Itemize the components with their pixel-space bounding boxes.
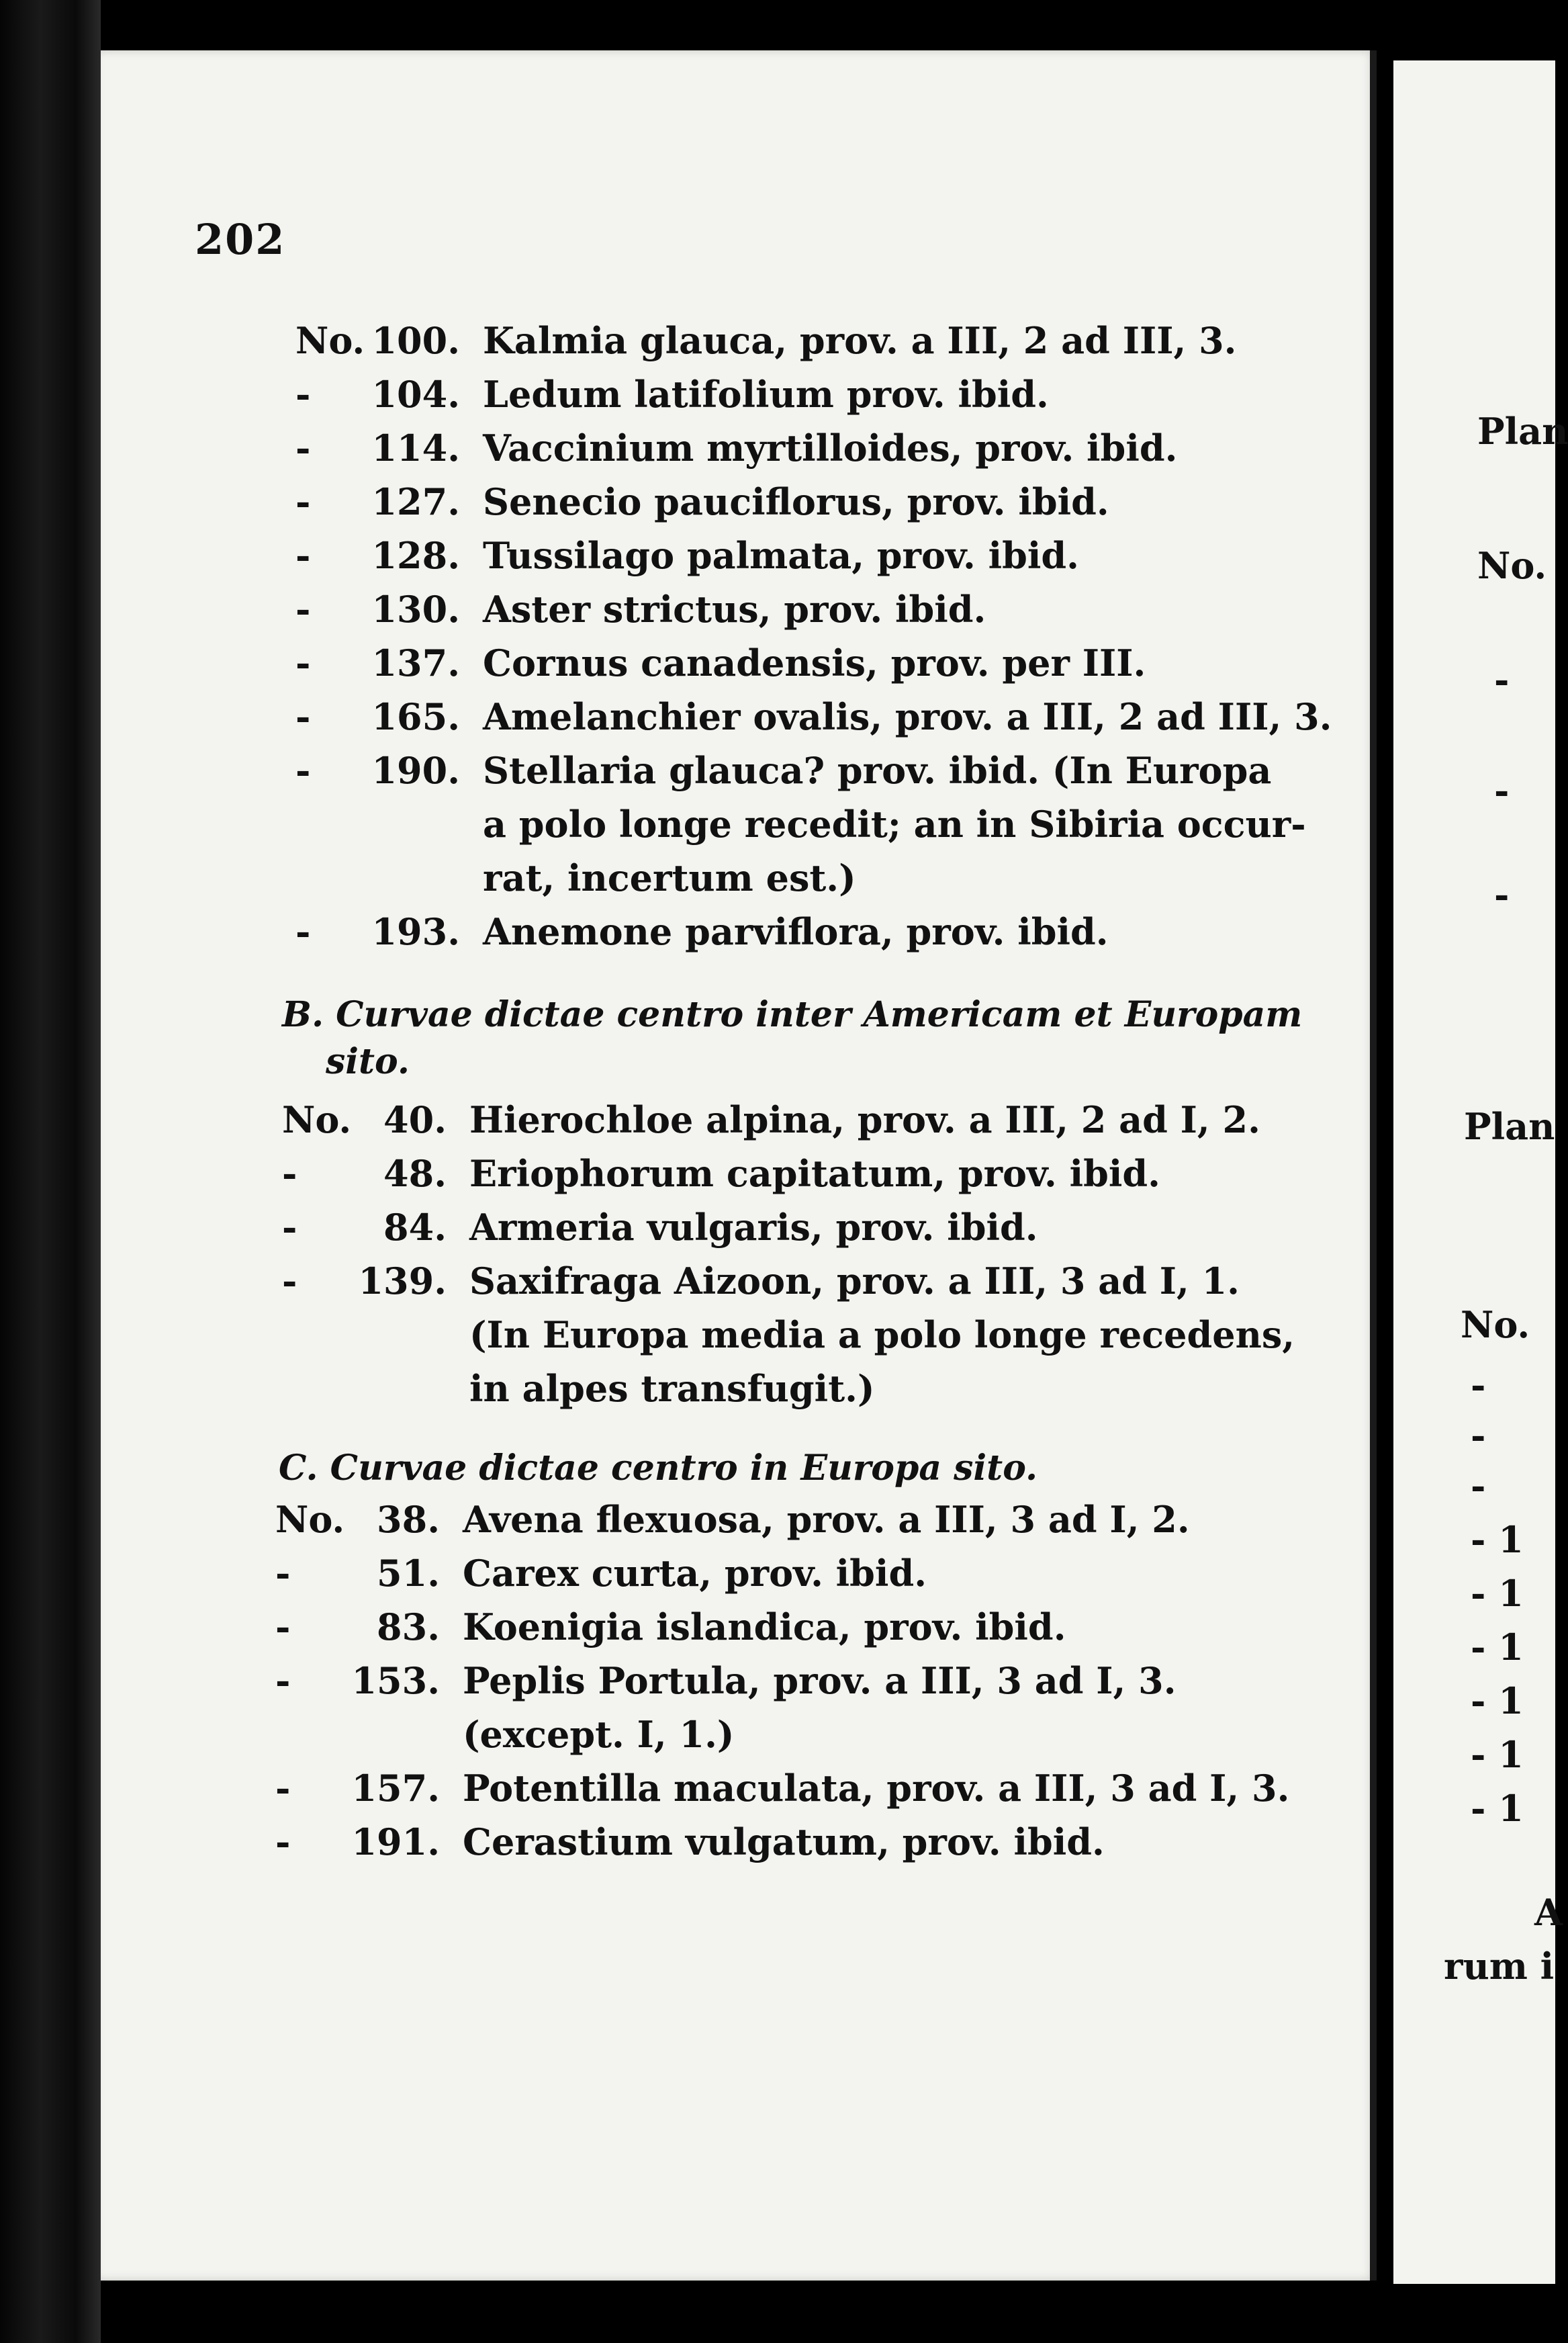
right-page-fragment: - xyxy=(1494,873,1510,916)
page-number: 202 xyxy=(195,215,286,264)
entry-line: - 157. Potentilla maculata, prov. a III, 3 ad I, 3. xyxy=(275,1767,1290,1810)
entry-line: - 51. Carex curta, prov. ibid. xyxy=(275,1552,927,1595)
section-heading-b: B. Curvae dictae centro inter Americam et Europam xyxy=(282,994,1303,1035)
entry-line: - 137. Cornus canadensis, prov. per III. xyxy=(295,642,1146,684)
section-heading-b-continuation: sito. xyxy=(326,1041,410,1082)
right-page-fragment: rum i xyxy=(1444,1945,1555,1988)
entry-line: in alpes transfugit.) xyxy=(469,1367,875,1410)
right-page-fragment: - 1 xyxy=(1471,1733,1524,1776)
right-page-fragment: - 1 xyxy=(1471,1787,1524,1830)
entry-line: - 104. Ledum latifolium prov. ibid. xyxy=(295,373,1049,416)
entry-line: - 48. Eriophorum capitatum, prov. ibid. xyxy=(282,1152,1160,1195)
page-gutter xyxy=(1370,50,1377,2281)
entry-line: No. 100. Kalmia glauca, prov. a III, 2 ad III, 3. xyxy=(295,319,1237,362)
entry-line: - 153. Peplis Portula, prov. a III, 3 ad I, 3. xyxy=(275,1659,1177,1702)
entry-line: - 127. Senecio pauciflorus, prov. ibid. xyxy=(295,480,1109,523)
entry-line: (In Europa media a polo longe recedens, xyxy=(469,1313,1295,1356)
right-page-fragment: No. xyxy=(1461,1303,1530,1346)
right-page-fragment: Plan xyxy=(1477,410,1568,453)
entry-line: a polo longe recedit; an in Sibiria occur- xyxy=(483,803,1306,846)
right-page-fragment: - 1 xyxy=(1471,1679,1524,1722)
entry-line: - 139. Saxifraga Aizoon, prov. a III, 3 ad I, 1. xyxy=(282,1259,1240,1302)
entry-line: (except. I, 1.) xyxy=(463,1713,735,1756)
entry-line: - 165. Amelanchier ovalis, prov. a III, 2 ad III, 3. xyxy=(295,695,1332,738)
right-page-fragment: Plan xyxy=(1464,1105,1555,1148)
right-page-fragment: - 1 xyxy=(1471,1518,1524,1561)
right-page-fragment: - xyxy=(1494,658,1510,701)
entry-line: rat, incertum est.) xyxy=(483,856,856,899)
entry-line: - 83. Koenigia islandica, prov. ibid. xyxy=(275,1605,1066,1648)
entry-line: - 84. Armeria vulgaris, prov. ibid. xyxy=(282,1206,1038,1249)
entry-line: No. 38. Avena flexuosa, prov. a III, 3 ad I, 2. xyxy=(275,1498,1190,1541)
entry-line: - 191. Cerastium vulgatum, prov. ibid. xyxy=(275,1820,1105,1863)
book-spine-edge xyxy=(0,0,101,2343)
right-page-fragment: - 1 xyxy=(1471,1572,1524,1615)
entry-line: - 193. Anemone parviflora, prov. ibid. xyxy=(295,910,1109,953)
entry-line: - 190. Stellaria glauca? prov. ibid. (In Europa xyxy=(295,749,1272,792)
right-page-fragment: No. xyxy=(1477,544,1547,587)
right-page-fragment: - 1 xyxy=(1471,1626,1524,1669)
section-heading-c: C. Curvae dictae centro in Europa sito. xyxy=(279,1448,1038,1489)
entry-line: No. 40. Hierochloe alpina, prov. a III, 2 ad I, 2. xyxy=(282,1098,1260,1141)
entry-line: - 114. Vaccinium myrtilloides, prov. ibid. xyxy=(295,427,1178,470)
right-page-fragment: - xyxy=(1494,769,1510,812)
right-page-fragment: - xyxy=(1471,1364,1486,1407)
right-page-fragment: - xyxy=(1471,1464,1486,1507)
right-page-fragment: A xyxy=(1534,1891,1563,1934)
entry-line: - 130. Aster strictus, prov. ibid. xyxy=(295,588,986,631)
right-page-fragment: - xyxy=(1471,1414,1486,1457)
entry-line: - 128. Tussilago palmata, prov. ibid. xyxy=(295,534,1079,577)
